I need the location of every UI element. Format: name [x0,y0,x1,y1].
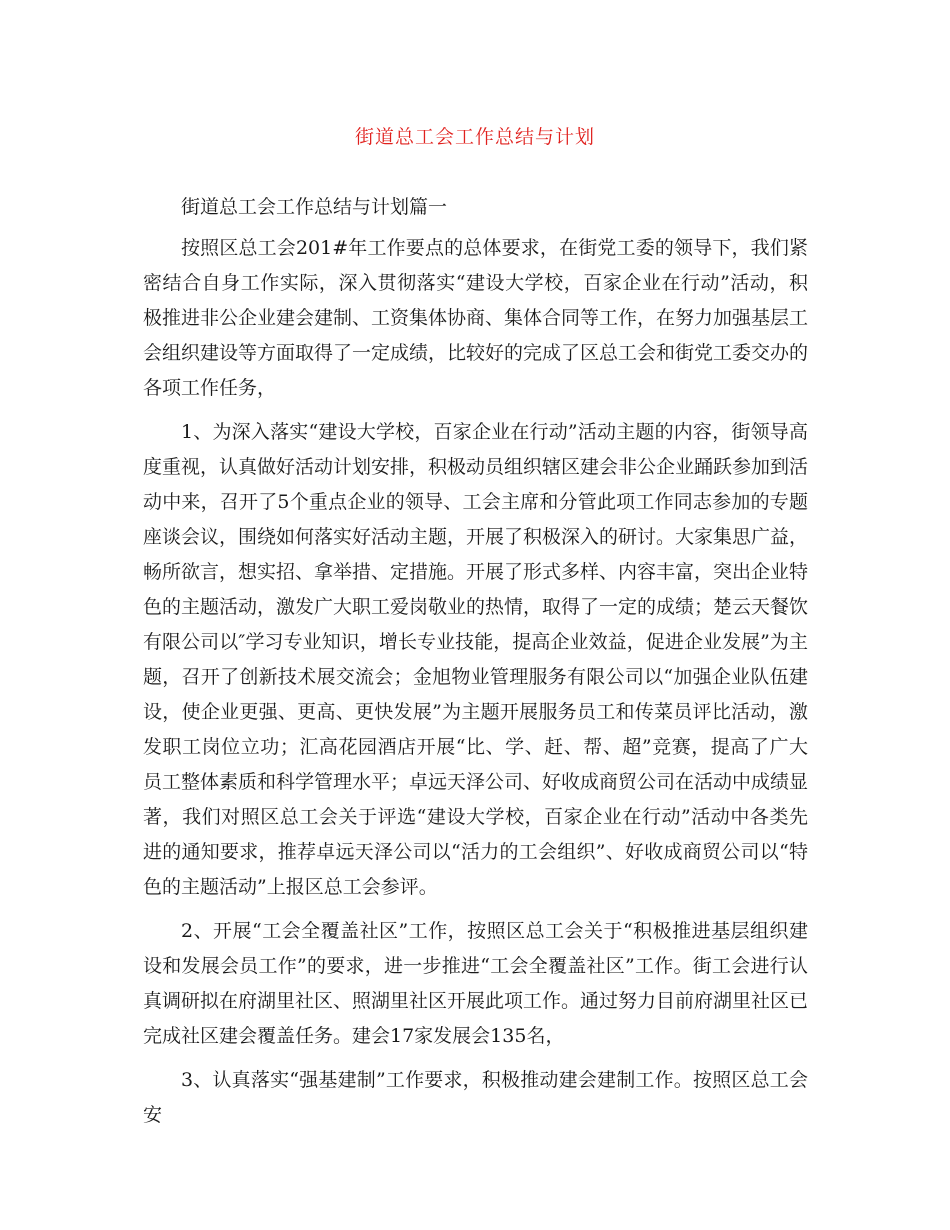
paragraph-intro: 按照区总工会201#年工作要点的总体要求，在街党工委的领导下，我们紧密结合自身工作实际，深入贯彻落实“建设大学校，百家企业在行动”活动，积极推进非公企业建会建制、工资集体协商、集体合同等工作，在努力加强基层工会组织建设等方面取得了一定成绩，比较好的完成了区总工会和街党工委交办的各项工作任务， [143,237,809,399]
section-subtitle: 街道总工会工作总结与计划篇一 [181,196,448,218]
paragraph-item-3: 3、认真落实“强基建制”工作要求，积极推动建会建制工作。按照区总工会安 [143,1069,808,1126]
document-title: 街道总工会工作总结与计划 [354,126,595,148]
document-body [143,190,808,1142]
paragraph-item-1: 1、为深入落实“建设大学校，百家企业在行动”活动主题的内容，街领导高度重视，认真做好活动计划安排，积极动员组织辖区建会非公企业踊跃参加到活动中来，召开了5个重点企业的领导、工会主席和分管此项工作同志参加的专题座谈会议，围绕如何落实好活动主题，开展了积极深入的研讨。大家集思广益，畅所欲言，想实招、拿举措、定措施。开展了形式多样、内容丰富，突出企业特色的主题活动，激发广大职工爱岗敬业的热情，取得了一定的成绩；楚云天餐饮有限公司以″学习专业知识，增长专业技能，提高企业效益，促进企业发展”为主题，召开了创新技术展交流会；金旭物业管理服务有限公司以“加强企业队伍建设，使企业更强、更高、更快发展”为主题开展服务员工和传菜员评比活动，激发职工岗位立功；汇高花园酒店开展“比、学、赶、帮、超”竞赛，提高了广大员工整体素质和科学管理水平；卓远天泽公司、好收成商贸公司在活动中成绩显著，我们对照区总工会关于评选“建设大学校，百家企业在行动”活动中各类先进的通知要求，推荐卓远天泽公司以“活力的工会组织”、好收成商贸公司以“特色的主题活动”上报区总工会参评。 [143,421,809,898]
paragraph-item-2: 2、开展“工会全覆盖社区”工作，按照区总工会关于“积极推进基层组织建设和发展会员工作”的要求，进一步推进“工会全覆盖社区”工作。街工会进行认真调研拟在府湖里社区、照湖里社区开展此项工作。通过努力目前府湖里社区已完成社区建会覆盖任务。建会17家发展会135名， [143,920,809,1047]
